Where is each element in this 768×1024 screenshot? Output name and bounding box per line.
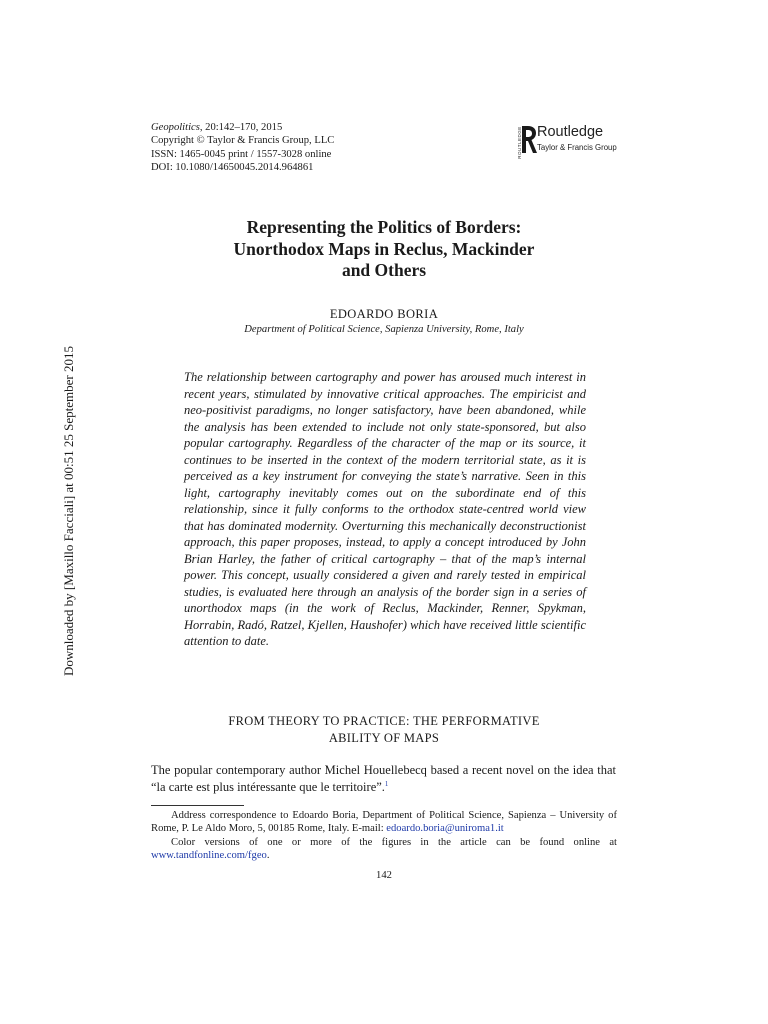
footnote-color: Color versions of one or more of the figures in the article can be found online at www.tandfonline.com/fgeo. (151, 836, 617, 862)
download-watermark (61, 346, 76, 676)
journal-citation (151, 121, 334, 134)
download-note: Downloaded by [Maxillo Facciali] at 00:51 25 September 2015 (61, 346, 76, 676)
body-paragraph (151, 762, 616, 795)
journal-name: Geopolitics (151, 122, 200, 133)
abstract: The relationship between cartography and power has aroused much interest in recent years, stimulated by innovative critical approaches. The empiricist and neo-positivist paradigms, no longer satisfactory, have been abandoned, while the analysis has been extended to include not only state-sponsored, but also popular cartography. Regardless of the character of the map or its source, it continues to be inserted in the context of the modern territorial state, as it is perceived as a key instrument for conveying the state’s narrative. Seen in this light, cartography inevitably comes out on the subordinate end of this relationship, since it fully conforms to the orthodox state-centred world view that has dominated modernity. Overturning this mechanically deconstructionist approach, this paper proposes, instead, to apply a concept introduced by John Brian Harley, the father of critical cartography – that of the map’s internal power. This concept, usually considered a given and rarely tested in empirical studies, is evaluated here through an analysis of the border sign in a series of unorthodox maps (in the work of Reclus, Mackinder, Renner, Spykman, Horrabin, Radó, Ratzel, Kjellen, Haushofer) which have received little scientific attention to date. (184, 370, 586, 648)
footnote-divider (151, 805, 244, 806)
article-title (150, 217, 618, 282)
publisher-logo (513, 122, 623, 158)
logo-vertical-text: ROUTLEDGE (516, 126, 522, 159)
footnote-ref[interactable]: 1 (384, 779, 389, 788)
journal-doi: DOI: 10.1080/14650045.2014.964861 (151, 161, 314, 173)
website-link[interactable]: www.tandfonline.com/fgeo (151, 850, 267, 862)
footnotes (151, 809, 617, 863)
journal-volume: , 20:142–170, 2015 (199, 122, 283, 133)
title-line: Representing the Politics of Borders: (246, 217, 522, 237)
publisher-group: Taylor & Francis Group (537, 143, 617, 152)
section-heading-line: FROM THEORY TO PRACTICE: THE PERFORMATIVE (228, 714, 540, 728)
body-text: The popular contemporary author Michel Houellebecq based a recent novel on the idea that “la carte est plus intéressante que le territoire”. (151, 763, 616, 794)
section-heading-line: ABILITY OF MAPS (328, 730, 440, 745)
footnote-address: Address correspondence to Edoardo Boria, Department of Political Science, Sapienza – University of Rome, P. Le Aldo Moro, 5, 00185 Rome, Italy. E-mail: edoardo.boria@uniroma1.it (151, 810, 617, 835)
author-name: EDOARDO BORIA (329, 307, 439, 321)
journal-copyright: Copyright © Taylor & Francis Group, LLC (151, 135, 335, 147)
publisher-name: Routledge (537, 124, 604, 140)
author-affiliation: Department of Political Science, Sapienza University, Rome, Italy (244, 324, 524, 335)
section-heading (150, 713, 618, 746)
email-link[interactable]: edoardo.boria@uniroma1.it (386, 823, 504, 835)
routledge-r-icon (513, 122, 537, 158)
title-line: Unorthodox Maps in Reclus, Mackinder (233, 238, 535, 259)
journal-issn: ISSN: 1465-0045 print / 1557-3028 online (151, 148, 332, 160)
title-line: and Others (341, 260, 427, 280)
journal-info (151, 121, 334, 174)
page-number: 142 (376, 870, 392, 881)
